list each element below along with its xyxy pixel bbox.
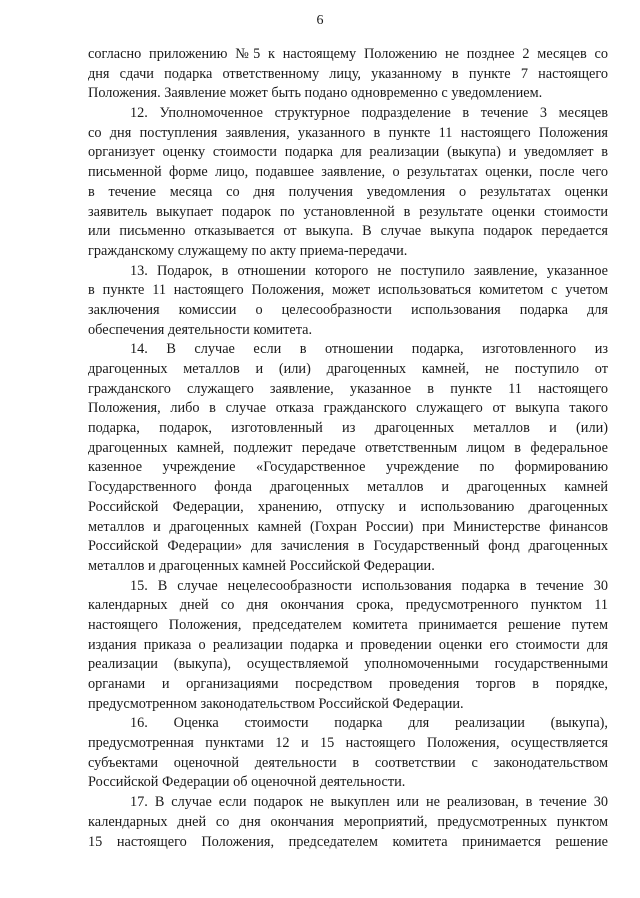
- text-line: письменной форме лицо, подавшее заявление, о результатах оценки, после чего: [88, 164, 608, 181]
- paragraph-p12: [88, 104, 608, 262]
- text-line: 14. В случае если в отношении подарка, изготовленного из: [130, 341, 608, 358]
- text-line: согласно приложению №5 к настоящему Положению не позднее 2 месяцев со: [88, 46, 608, 62]
- text-line: реализации (выкупа), осуществляемой уполномоченными государственными: [88, 656, 608, 673]
- text-line: казенное учреждение «Государственное учреждение по формированию: [88, 459, 608, 476]
- paragraph-p15: [88, 577, 608, 715]
- text-line: Государственного фонда драгоценных металлов и драгоценных камней: [88, 479, 608, 496]
- text-line: 17. В случае если подарок не выкуплен или не реализован, в течение 30: [130, 794, 608, 811]
- text-line: Положения. Заявление может быть подано одновременно с уведомлением.: [88, 85, 543, 102]
- text-line: со дня поступления заявления, указанного в пункте 11 настоящего Положения: [88, 124, 608, 141]
- text-line: 12. Уполномоченное структурное подразделение в течение 3 месяцев: [130, 105, 608, 122]
- text-line: гражданского служащего заявление, указанное в пункте 11 настоящего: [88, 380, 608, 397]
- text-line: календарных дней со дня окончания мероприятий, предусмотренных пунктом: [88, 813, 608, 830]
- text-line: металлов и драгоценных камней Российской Федерации.: [88, 557, 435, 574]
- paragraph-p14: [88, 340, 608, 576]
- text-line: настоящего Положения, председателем комитета принимается решение путем: [88, 616, 608, 633]
- text-line: 16. Оценка стоимости подарка для реализации (выкупа),: [130, 715, 608, 732]
- paragraph-p16: [88, 714, 608, 793]
- text-line: драгоценных камней, подлежит передаче ответственным лицом в федеральное: [88, 439, 608, 456]
- text-line: в течение месяца со дня получения уведомления о результатах оценки: [88, 183, 608, 200]
- text-line: дня сдачи подарка ответственному лицу, указанному в пункте 7 настоящего: [88, 65, 608, 82]
- text-line: Российской Федерации об оценочной деятельности.: [88, 774, 406, 791]
- text-line: органами и организациями посредством проведения торгов в порядке,: [88, 676, 608, 692]
- document-body: [88, 45, 608, 852]
- page-number: 6: [316, 13, 324, 28]
- text-line: предусмотренном законодательством Российской Федерации.: [88, 695, 464, 712]
- text-line: заключения комиссии о целесообразности использования подарка для: [88, 301, 608, 318]
- text-line: субъектами оценочной деятельности в соответствии с законодательством: [88, 754, 608, 771]
- paragraph-p13: [88, 262, 608, 341]
- text-line: драгоценных металлов и (или) драгоценных камней, не поступило от: [88, 361, 608, 377]
- text-line: гражданскому служащему по акту приема-передачи.: [88, 242, 408, 259]
- text-line: Положения, либо в случае отказа гражданского служащего от выкупа такого: [88, 400, 608, 417]
- text-line: металлов и драгоценных камней (Гохран России) при Министерстве финансов: [88, 518, 608, 535]
- text-line: предусмотренная пунктами 12 и 15 настоящего Положения, осуществляется: [88, 735, 608, 752]
- text-line: издания приказа о реализации подарка и проведении оценки его стоимости для: [88, 636, 608, 653]
- text-line: 13. Подарок, в отношении которого не поступило заявление, указанное: [130, 262, 608, 279]
- paragraph-p17: [88, 793, 608, 852]
- text-line: обеспечения деятельности комитета.: [88, 321, 313, 338]
- text-line: заявитель выкупает подарок по установленной в результате оценки стоимости: [88, 203, 608, 220]
- text-line: организует оценку стоимости подарка для реализации (выкупа) и уведомляет в: [88, 144, 608, 161]
- text-line: 15 настоящего Положения, председателем комитета принимается решение: [88, 833, 608, 850]
- text-line: Российской Федерации» для зачисления в Государственный фонд драгоценных: [88, 538, 608, 555]
- text-line: Российской Федерации, хранению, отпуску и использованию драгоценных: [88, 498, 608, 515]
- text-line: подарка, подарок, изготовленный из драгоценных металлов и (или): [88, 420, 608, 437]
- text-line: 15. В случае нецелесообразности использования подарка в течение 30: [130, 577, 608, 594]
- text-line: календарных дней со дня окончания срока, предусмотренного пунктом 11: [88, 597, 608, 614]
- text-line: или письменно отказывается от выкупа. В случае выкупа подарок передается: [88, 223, 608, 240]
- paragraph-p11-continued: [88, 45, 608, 104]
- text-line: в пункте 11 настоящего Положения, может использоваться комитетом с учетом: [88, 282, 608, 299]
